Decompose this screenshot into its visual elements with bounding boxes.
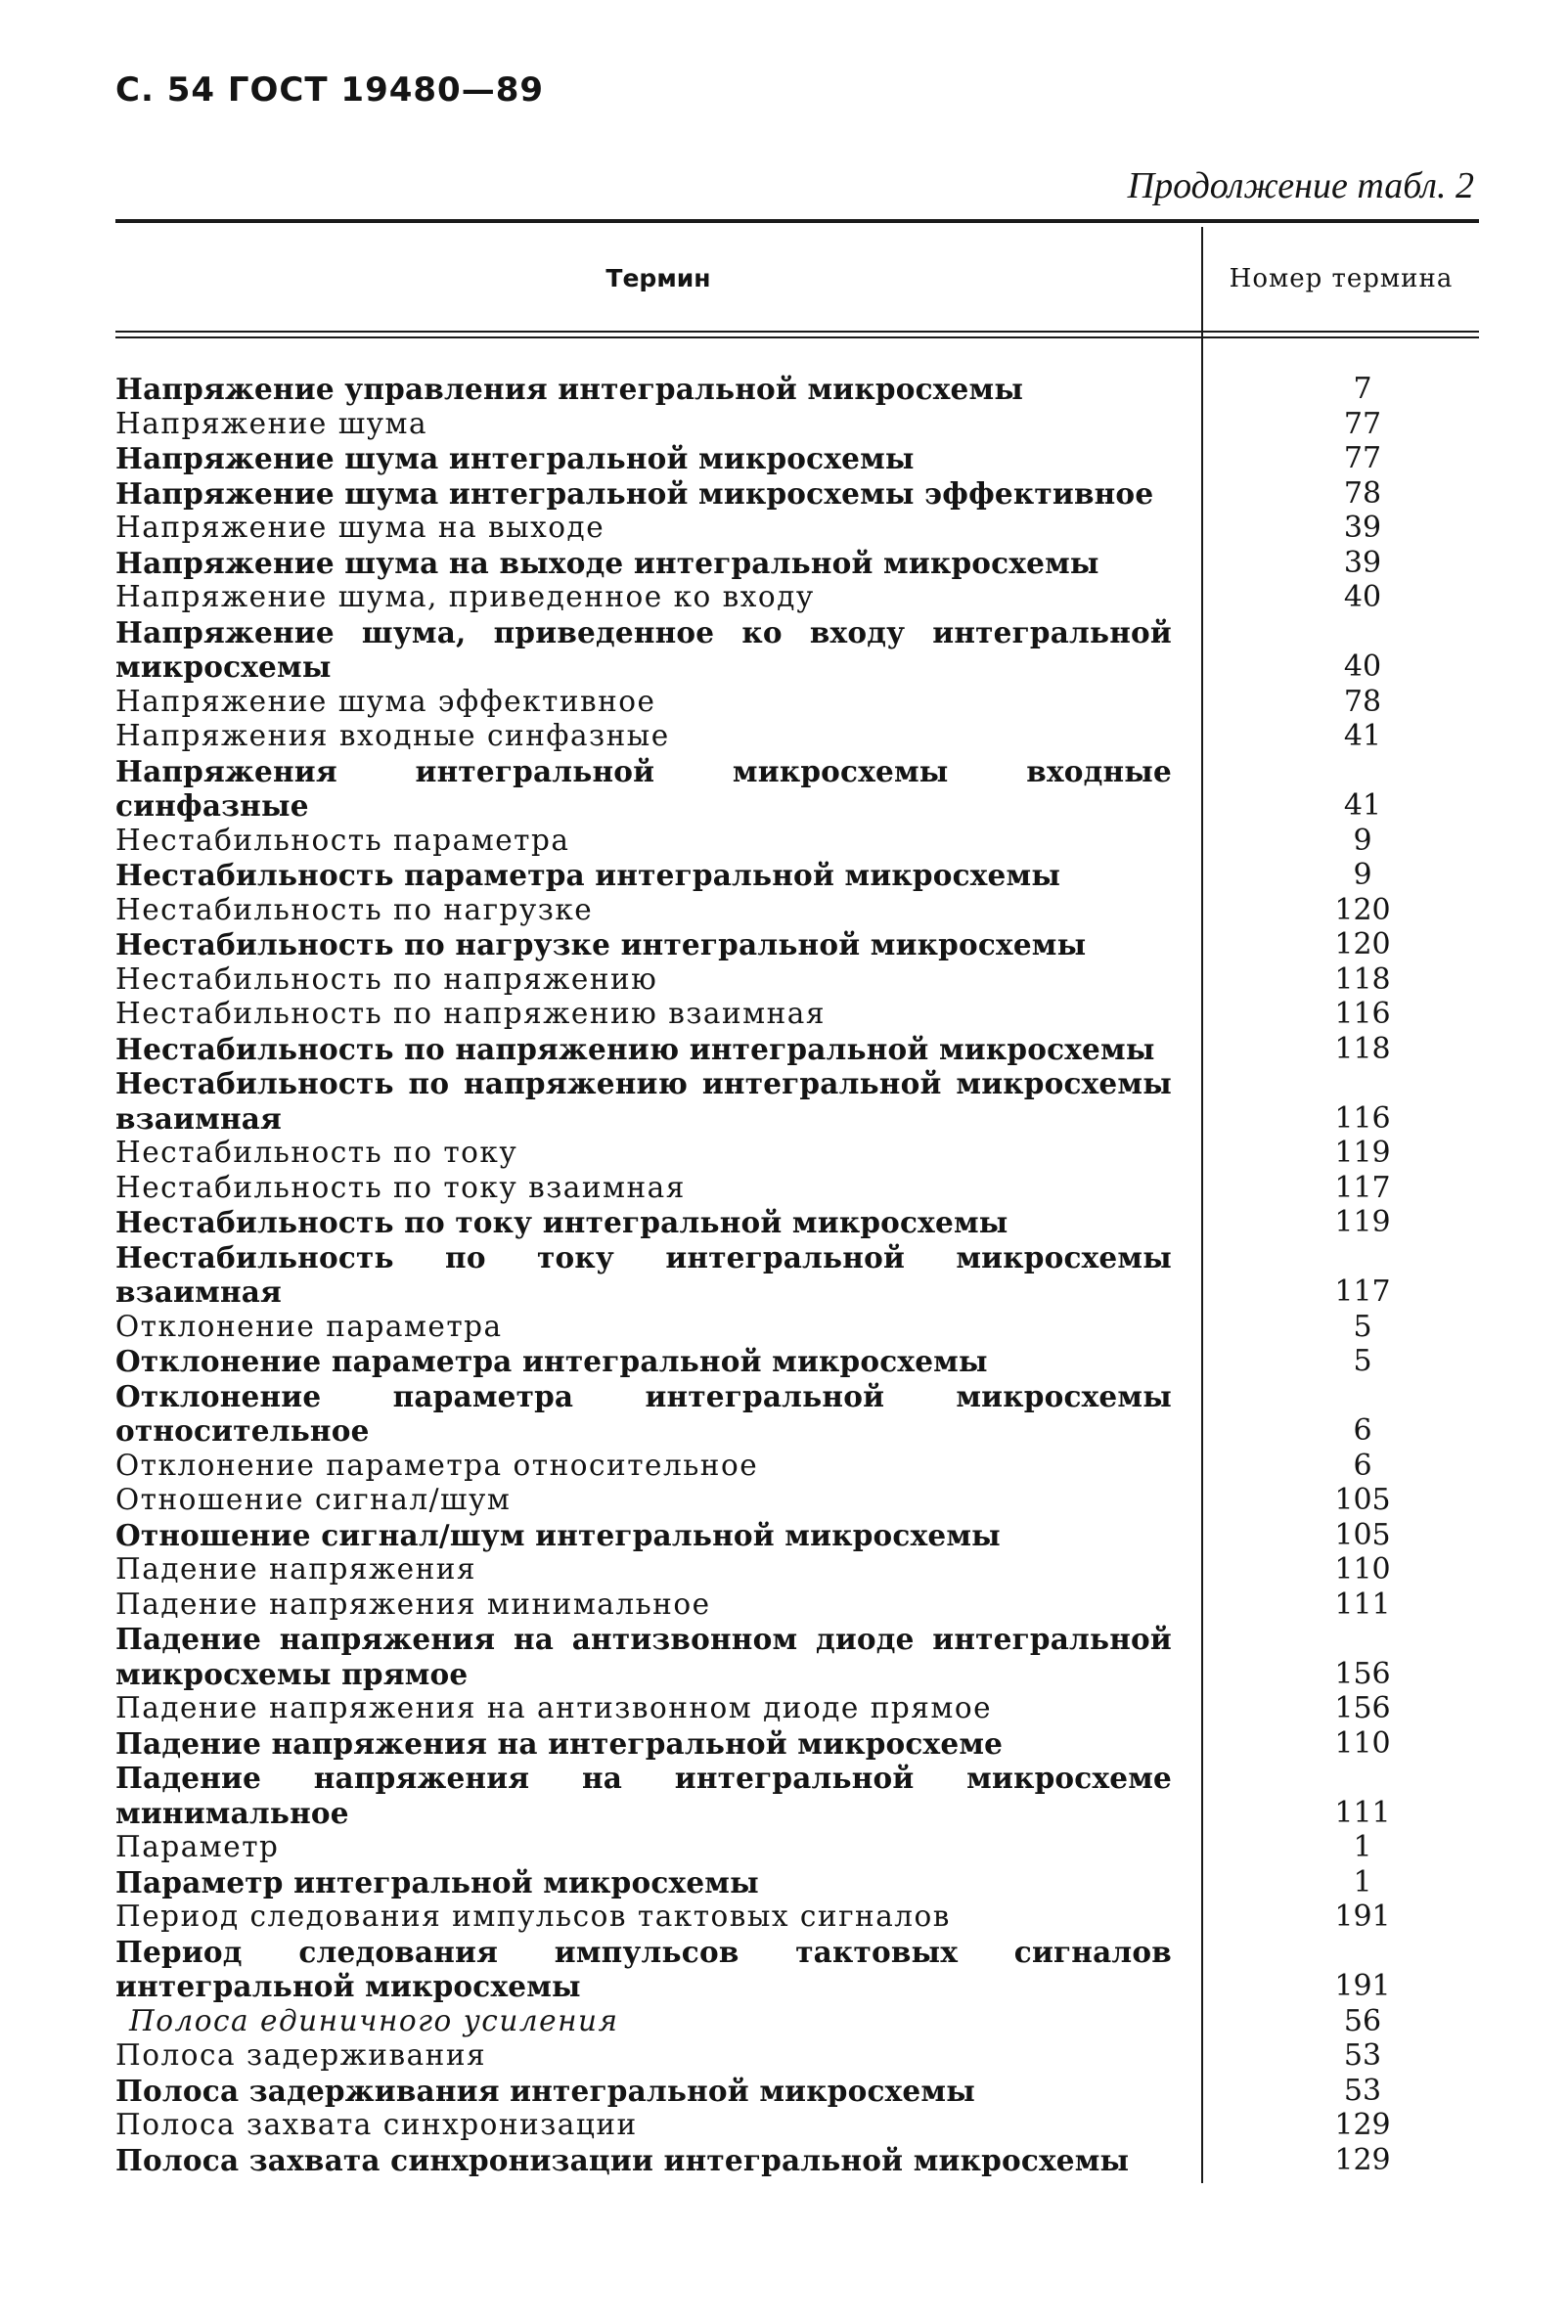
- column-header-number: Номер термина: [1229, 264, 1454, 293]
- term-number: 118: [1334, 961, 1391, 997]
- term-text: Напряжение шума, приведенное ко входу интегральной микросхемы: [115, 614, 1172, 684]
- table-row: [115, 1865, 1481, 1900]
- table-row: [115, 1587, 1481, 1623]
- term-text: Напряжение шума: [115, 406, 428, 440]
- table-row: [115, 1935, 1481, 2004]
- table-row: [115, 2038, 1481, 2074]
- term-number: 116: [1334, 997, 1391, 1031]
- table-row: [115, 824, 1481, 859]
- term-text: Отношение сигнал/шум: [115, 1483, 512, 1516]
- table-row: [115, 476, 1481, 512]
- term-number: 6: [1353, 1413, 1372, 1448]
- header-rule: [115, 331, 1479, 333]
- term-number: 41: [1343, 719, 1382, 753]
- table-row: [115, 511, 1481, 546]
- term-text: Нестабильность по напряжению взаимная: [115, 997, 826, 1030]
- term-number: 1: [1353, 1830, 1372, 1864]
- term-number: 53: [1343, 2073, 1382, 2108]
- term-text: Полоса задерживания интегральной микросхемы: [115, 2073, 975, 2108]
- term-text: Напряжение шума интегральной микросхемы: [115, 441, 915, 475]
- term-text: Полоса захвата синхронизации интегральной микросхемы: [115, 2142, 1130, 2177]
- term-number: 105: [1334, 1517, 1391, 1552]
- table-row: [115, 754, 1481, 824]
- table-top-rule: [115, 219, 1479, 223]
- term-number: 77: [1343, 441, 1382, 475]
- table-row: [115, 580, 1481, 615]
- term-text: Отклонение параметра: [115, 1309, 503, 1343]
- term-number: 156: [1334, 1656, 1391, 1691]
- term-text: Напряжение управления интегральной микросхемы: [115, 372, 1024, 406]
- table-row: [115, 372, 1481, 407]
- table-row: [115, 1379, 1481, 1449]
- page-header: С. 54 ГОСТ 19480—89: [115, 70, 545, 110]
- table-row: [115, 1205, 1481, 1240]
- term-text: Нестабильность по напряжению интегральной микросхемы взаимная: [115, 1066, 1172, 1136]
- term-text: Отклонение параметра относительное: [115, 1448, 759, 1482]
- term-number: 111: [1334, 1795, 1391, 1830]
- table-row: [115, 1171, 1481, 1206]
- term-number: 77: [1343, 406, 1382, 441]
- term-text: Отклонение параметра интегральной микросхемы: [115, 1344, 988, 1378]
- term-number: 120: [1334, 927, 1391, 961]
- term-number: 156: [1334, 1691, 1391, 1725]
- table-row: [115, 858, 1481, 893]
- term-text: Падение напряжения: [115, 1552, 477, 1586]
- table-row: [115, 407, 1481, 442]
- term-text: Падение напряжения минимальное: [115, 1587, 711, 1621]
- term-number: 110: [1334, 1725, 1391, 1761]
- term-text: Нестабильность по току: [115, 1136, 518, 1169]
- table-row: [115, 2074, 1481, 2109]
- term-text: Период следования импульсов тактовых сигналов: [115, 1899, 951, 1933]
- table-row: [115, 962, 1481, 998]
- table-row: [115, 1449, 1481, 1484]
- table-row: [115, 1032, 1481, 1067]
- term-text: Напряжение шума на выходе: [115, 511, 605, 544]
- term-number: 9: [1353, 823, 1372, 858]
- term-number: 5: [1353, 1309, 1372, 1344]
- term-number: 117: [1334, 1170, 1391, 1205]
- term-text: Нестабильность по току интегральной микросхемы: [115, 1205, 1008, 1239]
- term-text: Отношение сигнал/шум интегральной микросхемы: [115, 1517, 1001, 1552]
- term-text: Напряжение шума, приведенное ко входу: [115, 580, 815, 613]
- term-text: Период следования импульсов тактовых сигналов интегральной микросхемы: [115, 1934, 1172, 2003]
- term-text: Падение напряжения на интегральной микросхеме: [115, 1725, 1004, 1761]
- table-row: [115, 1726, 1481, 1762]
- term-number: 40: [1343, 580, 1382, 614]
- term-text: Напряжения входные синфазные: [115, 719, 670, 752]
- table-row: [115, 1691, 1481, 1726]
- table-row: [115, 1066, 1481, 1136]
- term-text: Падение напряжения на антизвонном диоде прямое: [115, 1691, 993, 1724]
- table-row: [115, 2143, 1481, 2178]
- term-number: 129: [1334, 2108, 1391, 2142]
- table-row: [115, 997, 1481, 1032]
- table-row: [115, 1344, 1481, 1379]
- term-number: 53: [1343, 2038, 1382, 2073]
- table-row: [115, 893, 1481, 928]
- table-continuation-label: Продолжение табл. 2: [1127, 165, 1474, 206]
- term-number: 6: [1353, 1448, 1372, 1483]
- term-text: Напряжение шума на выходе интегральной микросхемы: [115, 545, 1099, 580]
- table-row: [115, 1518, 1481, 1553]
- term-number: 41: [1343, 788, 1382, 823]
- term-text: Отклонение параметра интегральной микросхемы относительное: [115, 1378, 1172, 1448]
- term-text: Напряжения интегральной микросхемы входные синфазные: [115, 753, 1172, 823]
- term-number: 129: [1334, 2142, 1391, 2177]
- term-text: Нестабильность по напряжению: [115, 961, 658, 996]
- term-number: 116: [1334, 1100, 1391, 1136]
- table-row: [115, 719, 1481, 754]
- term-text: Нестабильность параметра: [115, 823, 570, 857]
- table-row: [115, 1830, 1481, 1865]
- table-row: [115, 1240, 1481, 1310]
- term-number: 1: [1353, 1864, 1372, 1899]
- term-number: 191: [1334, 1969, 1391, 2003]
- term-number: 105: [1334, 1483, 1391, 1517]
- table-row: [115, 2108, 1481, 2143]
- term-number: 110: [1334, 1552, 1391, 1587]
- term-number: 39: [1343, 511, 1382, 545]
- term-number: 120: [1334, 892, 1391, 927]
- term-text: Параметр: [115, 1830, 280, 1863]
- term-number: 78: [1343, 684, 1382, 719]
- table-row: [115, 615, 1481, 685]
- term-number: 39: [1343, 545, 1382, 580]
- table-row: [115, 927, 1481, 962]
- term-number: 9: [1353, 858, 1372, 892]
- term-number: 7: [1353, 372, 1372, 406]
- term-number: 56: [1343, 2003, 1382, 2038]
- term-number: 191: [1334, 1899, 1391, 1934]
- term-text: Полоса захвата синхронизации: [115, 2108, 638, 2141]
- term-text: Напряжение шума эффективное: [115, 684, 656, 718]
- table-row: [115, 685, 1481, 720]
- term-text: Нестабильность по току взаимная: [115, 1170, 686, 1204]
- term-number: 118: [1334, 1031, 1391, 1066]
- table-row: [115, 2004, 1481, 2039]
- term-number: 78: [1343, 475, 1382, 511]
- term-number: 5: [1353, 1344, 1372, 1378]
- term-number: 40: [1343, 649, 1382, 684]
- term-number: 119: [1334, 1205, 1391, 1239]
- term-text: Параметр интегральной микросхемы: [115, 1864, 759, 1899]
- term-text: Нестабильность по току интегральной микросхемы взаимная: [115, 1239, 1172, 1309]
- term-number: 117: [1334, 1274, 1391, 1309]
- term-table-body: [115, 372, 1481, 2177]
- term-text: Полоса единичного усиления: [129, 2003, 619, 2037]
- term-text: Нестабильность по напряжению интегральной микросхемы: [115, 1031, 1155, 1066]
- table-row: [115, 1136, 1481, 1171]
- term-text: Нестабильность параметра интегральной микросхемы: [115, 858, 1061, 892]
- table-row: [115, 546, 1481, 581]
- table-row: [115, 441, 1481, 476]
- table-row: [115, 1310, 1481, 1345]
- term-text: Падение напряжения на антизвонном диоде интегральной микросхемы прямое: [115, 1622, 1172, 1691]
- term-text: Полоса задерживания: [115, 2038, 487, 2072]
- column-header-term: Термин: [605, 264, 711, 292]
- table-row: [115, 1552, 1481, 1587]
- term-text: Напряжение шума интегральной микросхемы эффективное: [115, 475, 1154, 511]
- term-number: 111: [1334, 1587, 1391, 1622]
- table-row: [115, 1622, 1481, 1691]
- table-row: [115, 1483, 1481, 1518]
- table-row: [115, 1899, 1481, 1935]
- header-rule-double: [115, 336, 1479, 338]
- term-text: Падение напряжения на интегральной микросхеме минимальное: [115, 1761, 1172, 1830]
- table-row: [115, 1761, 1481, 1830]
- term-text: Нестабильность по нагрузке интегральной микросхемы: [115, 927, 1087, 961]
- term-number: 119: [1334, 1136, 1391, 1170]
- term-text: Нестабильность по нагрузке: [115, 892, 594, 926]
